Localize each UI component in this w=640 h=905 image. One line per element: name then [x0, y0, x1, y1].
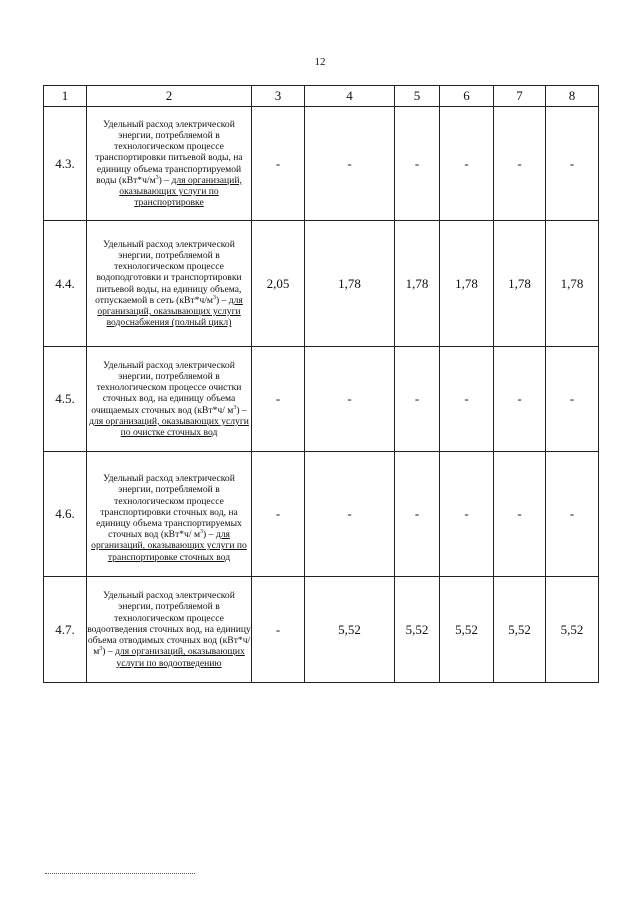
value-cell: - [440, 452, 494, 577]
description-text: ) – [215, 294, 229, 306]
row-description [87, 221, 252, 347]
value-cell: 5,52 [546, 577, 599, 683]
value-cell: - [252, 577, 305, 683]
value-cell: - [546, 347, 599, 452]
row-description [87, 577, 252, 683]
superscript: 3 [99, 646, 103, 653]
column-header: 3 [252, 86, 305, 107]
row-index: 4.5. [44, 347, 87, 452]
superscript: 3 [155, 174, 159, 181]
value-cell: 1,78 [440, 221, 494, 347]
superscript: 3 [200, 529, 204, 536]
value-cell: - [305, 347, 395, 452]
value-cell: - [305, 107, 395, 221]
indicators-table [43, 85, 599, 683]
column-header: 2 [87, 86, 252, 107]
value-cell: 1,78 [546, 221, 599, 347]
description-text: Удельный расход электрической энергии, потребляемой в технологическом процессе очистки сточных вод, на единицу объема очищаемых сточных вод (кВт*ч/ м [91, 359, 242, 416]
row-index: 4.3. [44, 107, 87, 221]
footer-divider [45, 873, 195, 874]
table-row [44, 221, 599, 347]
column-header: 5 [395, 86, 440, 107]
column-header: 7 [494, 86, 546, 107]
page-number: 12 [314, 56, 326, 68]
description-underlined: для организаций, оказывающих услуги водоснабжения (полный цикл) [97, 294, 243, 329]
value-cell: 5,52 [395, 577, 440, 683]
row-index: 4.6. [44, 452, 87, 577]
description-text: Удельный расход электрической энергии, потребляемой в технологическом процессе транспортировки питьевой воды, на единицу объема транспортируемой воды (кВт*ч/м [95, 118, 243, 186]
description-text: Удельный расход электрической энергии, потребляемой в технологическом процессе транспортировки сточных вод, на единицу объема транспортируемых сточных вод (кВт*ч/ м [96, 473, 242, 541]
column-header: 6 [440, 86, 494, 107]
value-cell: - [395, 347, 440, 452]
value-cell: 1,78 [395, 221, 440, 347]
value-cell: - [395, 452, 440, 577]
superscript: 3 [233, 404, 237, 411]
description-text: ) – [203, 529, 216, 541]
column-header: 1 [44, 86, 87, 107]
value-cell: - [546, 452, 599, 577]
value-cell: - [252, 107, 305, 221]
table-row [44, 107, 599, 221]
value-cell: - [440, 347, 494, 452]
value-cell: - [252, 347, 305, 452]
value-cell: - [546, 107, 599, 221]
table-row [44, 347, 599, 452]
value-cell: 5,52 [440, 577, 494, 683]
row-index: 4.4. [44, 221, 87, 347]
table-row [44, 577, 599, 683]
value-cell: - [494, 347, 546, 452]
value-cell: - [494, 452, 546, 577]
description-text: ) – [158, 174, 172, 186]
row-description [87, 347, 252, 452]
value-cell: - [494, 107, 546, 221]
description-text: Удельный расход электрической энергии, потребляемой в технологическом процессе водоподготовки и транспортировки питьевой воды, на единицу объема, отпускаемой в сеть (кВт*ч/м [95, 238, 242, 306]
description-underlined: для организаций, оказывающих услуги по водоотведению [115, 646, 245, 669]
value-cell: - [252, 452, 305, 577]
value-cell: - [440, 107, 494, 221]
description-text: Удельный расход электрической энергии, потребляемой в технологическом процессе водоотведения сточных вод, на единицу объема отводимых сточных вод (кВт*ч/ м [87, 590, 251, 658]
value-cell: - [305, 452, 395, 577]
description-underlined: для организаций, оказывающих услуги по очистке сточных вод [89, 415, 249, 438]
row-index: 4.7. [44, 577, 87, 683]
value-cell: 5,52 [494, 577, 546, 683]
description-underlined: для организаций, оказывающих услуги по транспортировке сточных вод [91, 529, 247, 563]
description-text: ) – [236, 404, 247, 416]
description-text: ) – [102, 646, 116, 658]
value-cell: 2,05 [252, 221, 305, 347]
column-header: 8 [546, 86, 599, 107]
column-header: 4 [305, 86, 395, 107]
row-description [87, 107, 252, 221]
value-cell: 1,78 [494, 221, 546, 347]
value-cell: 1,78 [305, 221, 395, 347]
row-description [87, 452, 252, 577]
superscript: 3 [212, 294, 216, 301]
table-row [44, 452, 599, 577]
value-cell: 5,52 [305, 577, 395, 683]
header-row [44, 86, 599, 107]
description-underlined: для организаций, оказывающих услуги по транспортировке [119, 174, 242, 209]
value-cell: - [395, 107, 440, 221]
